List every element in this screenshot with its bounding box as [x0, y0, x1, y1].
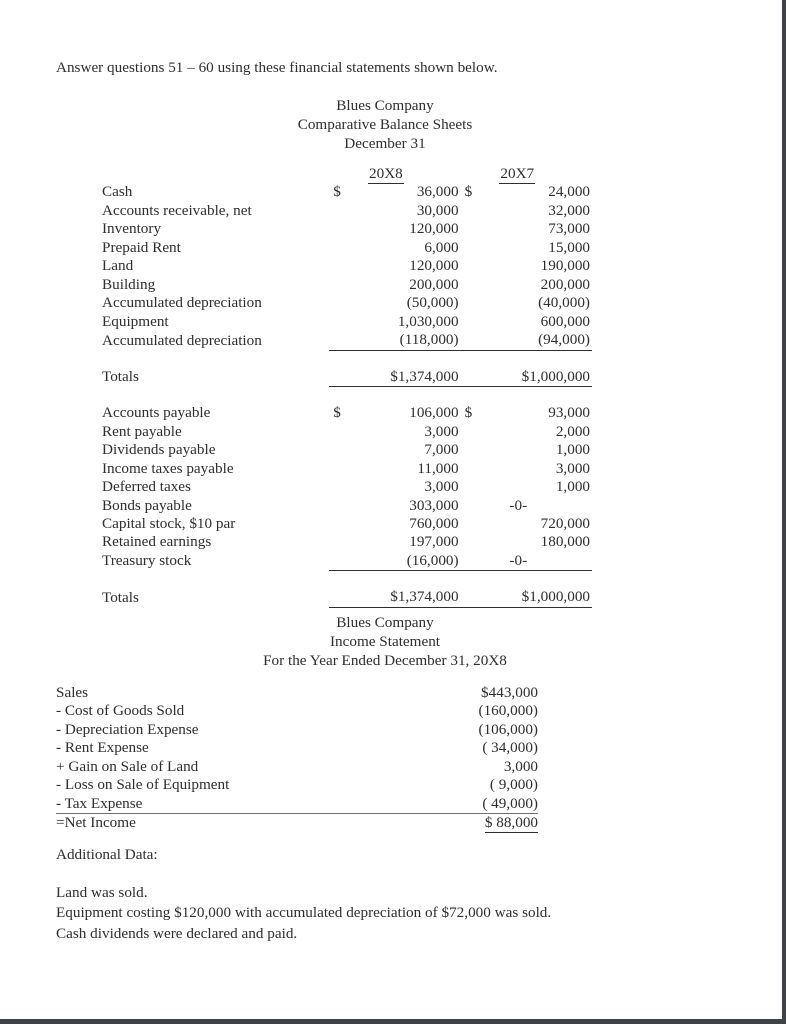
net-income-row [56, 814, 538, 833]
table-row [102, 239, 592, 257]
income-statement-title: Income Statement [329, 633, 441, 651]
table-row [102, 202, 592, 220]
amount-cell: 3,000 [424, 422, 459, 440]
income-statement-table [56, 684, 538, 833]
table-row [102, 183, 592, 201]
amount-cell: ( 9,000) [489, 776, 538, 794]
income-statement-row [56, 776, 538, 794]
amount-cell: 180,000 [540, 533, 590, 551]
table-row [102, 276, 592, 294]
amount-cell: 1,030,000 [397, 312, 459, 330]
table-row [102, 460, 592, 478]
balance-sheet-heading [0, 96, 770, 153]
amount-cell: $ 106,000 [329, 404, 460, 422]
amount-cell: 3,000 [503, 757, 538, 775]
row-label: Inventory [102, 220, 162, 238]
income-statement-heading [0, 613, 770, 670]
table-row [102, 294, 592, 312]
column-header-row [102, 165, 592, 183]
amount-cell: 32,000 [548, 201, 590, 219]
amount-cell: ( 34,000) [482, 739, 538, 757]
table-row [102, 497, 592, 515]
table-row [102, 552, 592, 571]
amount-cell: 600,000 [540, 312, 590, 330]
additional-data-section [56, 845, 551, 944]
amount-cell: (94,000) [461, 331, 592, 350]
row-label: Dividends payable [102, 441, 216, 459]
amount-cell: 760,000 [409, 514, 459, 532]
instruction-text: Answer questions 51 – 60 using these financial statements shown below. [56, 59, 498, 76]
row-label: Income taxes payable [102, 459, 234, 477]
amount-cell: 1,000 [555, 478, 590, 496]
totals-label: Totals [102, 588, 139, 606]
amount-cell: 15,000 [548, 238, 590, 256]
amount-cell: 200,000 [409, 275, 459, 293]
income-statement-row [56, 795, 538, 814]
amount-cell: $ 93,000 [461, 404, 592, 422]
additional-data-gap [56, 865, 551, 883]
table-row [102, 515, 592, 533]
currency-symbol: $ [333, 404, 341, 422]
row-label: + Gain on Sale of Land [56, 757, 199, 775]
totals-label: Totals [102, 368, 139, 386]
table-row [102, 257, 592, 275]
amount-cell: (40,000) [538, 294, 590, 312]
amount-cell: -0- [461, 552, 592, 571]
row-label: Sales [56, 684, 89, 701]
row-label: Deferred taxes [102, 478, 191, 496]
amount-cell: 11,000 [417, 459, 459, 477]
amount-cell: 120,000 [409, 220, 459, 238]
amount-cell: (160,000) [478, 702, 538, 720]
amount-cell: ( 49,000) [418, 795, 538, 814]
row-label: Rent payable [102, 422, 182, 440]
totals-row [102, 368, 592, 387]
amount-cell: 2,000 [555, 422, 590, 440]
additional-data-item: Cash dividends were declared and paid. [56, 924, 298, 942]
row-label: Accumulated depreciation [102, 294, 262, 312]
row-label: Prepaid Rent [102, 238, 181, 256]
row-label: Bonds payable [102, 496, 192, 514]
row-label: Building [102, 275, 156, 293]
row-label: Accumulated depreciation [102, 331, 262, 349]
income-statement-row [56, 739, 538, 757]
row-label: - Tax Expense [56, 795, 418, 814]
amount-cell: -0- [509, 496, 528, 514]
amount-cell: 120,000 [409, 257, 459, 275]
row-label: Land [102, 257, 134, 275]
amount-cell: 6,000 [424, 238, 459, 256]
row-label: Equipment [102, 312, 169, 330]
amount-cell: $443,000 [481, 684, 538, 701]
income-statement-row [56, 702, 538, 720]
amount-cell: 197,000 [409, 533, 459, 551]
amount-cell: 303,000 [409, 496, 459, 514]
column-header-20X8: 20X8 [369, 165, 403, 182]
amount-cell: (50,000) [406, 294, 459, 312]
amount-cell: 200,000 [540, 275, 590, 293]
header-spacer [102, 165, 329, 183]
amount-cell: 3,000 [555, 459, 590, 477]
amount-cell: 190,000 [540, 257, 590, 275]
row-label: - Cost of Goods Sold [56, 702, 185, 720]
table-row [102, 404, 592, 422]
table-row [102, 331, 592, 350]
additional-data-item: Land was sold. [56, 884, 148, 902]
row-spacer [102, 571, 592, 589]
amount-cell: 7,000 [424, 441, 459, 459]
row-spacer [102, 350, 592, 368]
table-row [102, 313, 592, 331]
row-label: Accounts receivable, net [102, 201, 252, 219]
row-spacer [102, 387, 592, 405]
column-header-20X7: 20X7 [500, 165, 535, 182]
amount-cell: $ 24,000 [461, 183, 592, 201]
amount-cell: (16,000) [329, 552, 460, 571]
table-row [102, 441, 592, 459]
balance-sheet-company: Blues Company [336, 97, 434, 114]
income-statement-row [56, 721, 538, 739]
totals-amount: $1,374,000 [329, 368, 460, 387]
row-label: Accounts payable [102, 404, 211, 422]
income-statement-row [56, 758, 538, 776]
amount-cell: 3,000 [424, 478, 459, 496]
row-label: Capital stock, $10 par [102, 514, 236, 532]
amount-cell: 30,000 [416, 201, 459, 219]
additional-data-item: Equipment costing $120,000 with accumulated depreciation of $72,000 was sold. [56, 904, 552, 922]
totals-amount: $1,000,000 [461, 368, 592, 387]
income-statement-company: Blues Company [336, 614, 434, 631]
table-row [102, 478, 592, 496]
table-row [102, 533, 592, 551]
totals-amount: $1,374,000 [329, 588, 460, 607]
row-label: - Loss on Sale of Equipment [56, 776, 230, 794]
amount-cell: (118,000) [329, 331, 460, 350]
row-label: Cash [102, 183, 133, 201]
totals-row [102, 588, 592, 607]
amount-cell: 73,000 [548, 220, 590, 238]
balance-sheet-table [102, 165, 592, 608]
amount-cell: $ 36,000 [329, 183, 460, 201]
income-statement-period: For the Year Ended December 31, 20X8 [263, 652, 507, 670]
amount-cell: (106,000) [478, 720, 538, 738]
currency-symbol: $ [464, 183, 473, 201]
currency-symbol: $ [333, 183, 341, 201]
balance-sheet-date: December 31 [344, 135, 426, 153]
balance-sheet-title: Comparative Balance Sheets [297, 116, 473, 134]
totals-amount: $1,000,000 [461, 588, 592, 607]
income-statement-row [56, 684, 538, 702]
row-label: - Depreciation Expense [56, 720, 199, 738]
row-label: Treasury stock [102, 552, 192, 570]
additional-data-title: Additional Data: [56, 846, 158, 863]
row-label: Retained earnings [102, 533, 212, 551]
currency-symbol: $ [464, 404, 473, 422]
net-income-label: =Net Income [56, 814, 136, 832]
amount-cell: 1,000 [555, 441, 590, 459]
table-row [102, 423, 592, 441]
row-label: - Rent Expense [56, 739, 149, 757]
table-row [102, 220, 592, 238]
amount-cell: 720,000 [540, 514, 590, 532]
net-income-amount: $ 88,000 [484, 814, 538, 832]
